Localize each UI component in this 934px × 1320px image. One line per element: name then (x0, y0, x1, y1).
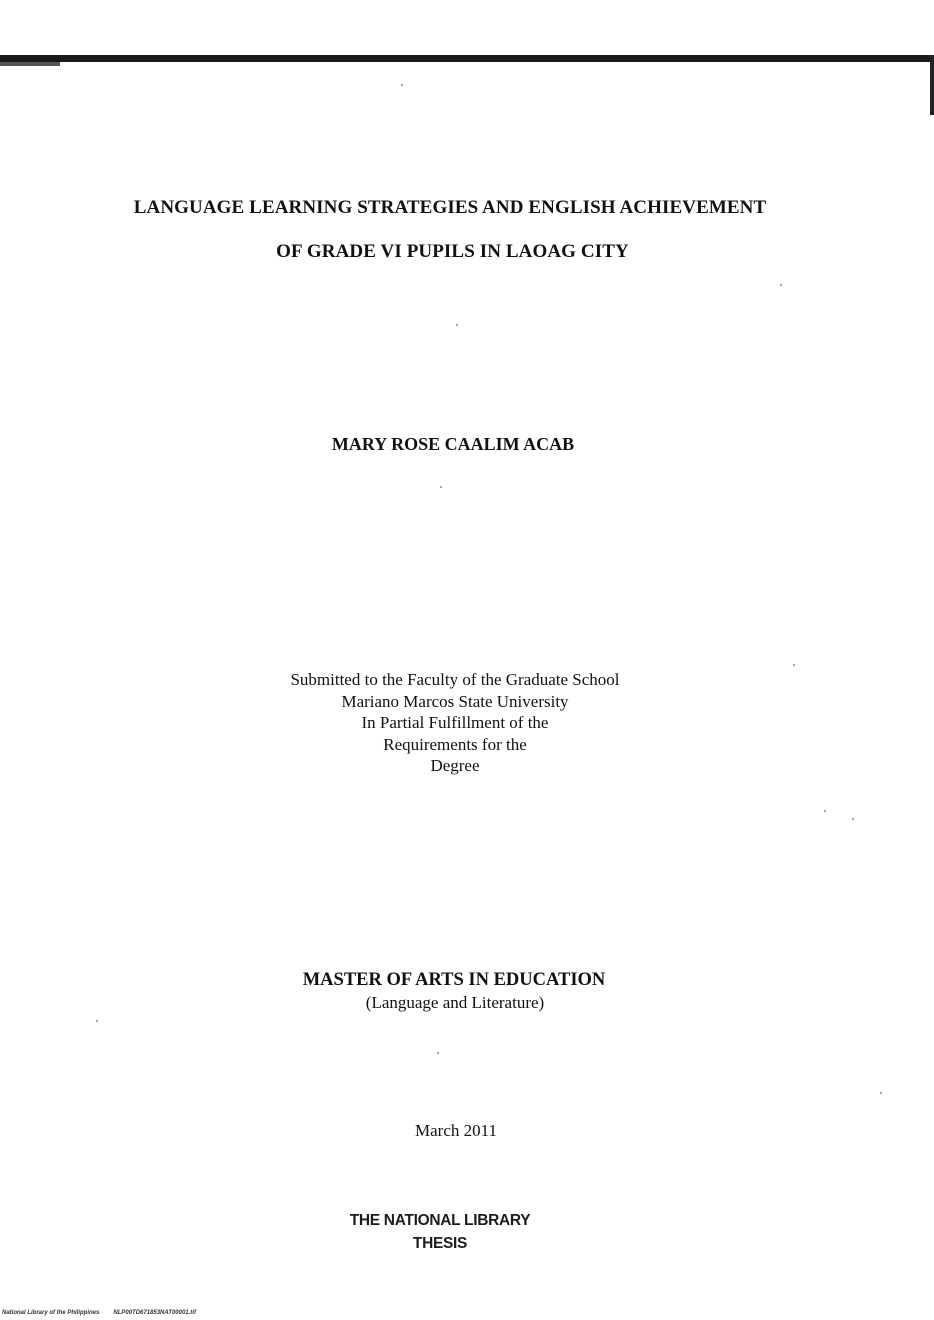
stamp-line-1: THE NATIONAL LIBRARY (349, 1212, 531, 1229)
scan-speck (437, 1052, 439, 1054)
thesis-title-line-1: LANGUAGE LEARNING STRATEGIES AND ENGLISH ACHIEVEMENT (133, 197, 767, 218)
submission-line-4: Requirements for the (383, 734, 527, 754)
library-stamp (0, 1209, 880, 1255)
submission-line-2: Mariano Marcos State University (341, 691, 569, 711)
submission-line-3: In Partial Fulfillment of the (361, 713, 549, 733)
scan-speck (880, 1092, 882, 1094)
scan-speck (456, 324, 458, 326)
footer-source: National Library of the Philippines (2, 1310, 100, 1316)
scan-footer (2, 1310, 196, 1316)
thesis-title-line-2: OF GRADE VI PUPILS IN LAOAG CITY (276, 241, 629, 262)
scan-edge-artifact (0, 62, 60, 66)
submission-date: March 2011 (415, 1121, 497, 1140)
scan-speck (401, 84, 403, 86)
scan-speck (793, 664, 795, 666)
scan-speck (824, 810, 826, 812)
top-scan-border (0, 55, 934, 62)
degree-name: MASTER OF ARTS IN EDUCATION (302, 970, 606, 990)
submission-line-5: Degree (430, 756, 480, 776)
submission-statement (0, 669, 910, 777)
author-name: MARY ROSE CAALIM ACAB (331, 434, 575, 454)
stamp-line-2: THESIS (412, 1235, 468, 1252)
footer-file-id: NLP00TD671853NAT00001.tif (113, 1310, 196, 1316)
right-scan-border (930, 55, 934, 115)
scan-speck (96, 1020, 98, 1022)
submission-line-1: Submitted to the Faculty of the Graduate School (290, 670, 620, 689)
scan-speck (440, 486, 442, 488)
degree-specialization: (Language and Literature) (365, 993, 545, 1012)
scan-speck (780, 284, 782, 286)
scan-speck (852, 818, 854, 820)
